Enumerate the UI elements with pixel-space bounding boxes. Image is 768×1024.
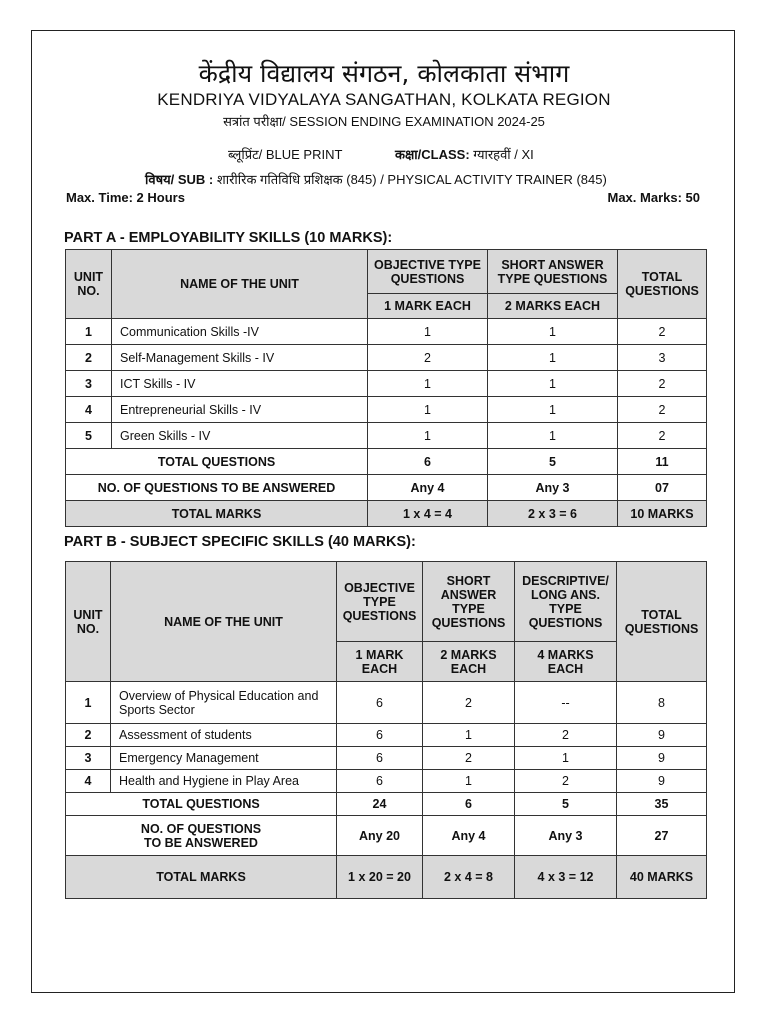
total-questions-label: TOTAL QUESTIONS: [66, 793, 337, 816]
header-short-marks: 2 MARKS EACH: [488, 294, 618, 319]
objective-count: 6: [337, 682, 423, 724]
total-count: 9: [617, 724, 707, 747]
unit-no: 3: [66, 747, 111, 770]
table-row: [66, 724, 707, 747]
table-row: [66, 770, 707, 793]
total-marks-short: 2 x 4 = 8: [423, 856, 515, 899]
header-total: TOTAL QUESTIONS: [617, 562, 707, 682]
objective-count: 1: [368, 423, 488, 449]
objective-count: 2: [368, 345, 488, 371]
unit-no: 2: [66, 724, 111, 747]
unit-name: Assessment of students: [111, 724, 337, 747]
total-all: 35: [617, 793, 707, 816]
unit-name: Green Skills - IV: [112, 423, 368, 449]
total-marks-total: 40 MARKS: [617, 856, 707, 899]
short-count: 2: [423, 682, 515, 724]
short-count: 1: [423, 724, 515, 747]
objective-count: 1: [368, 371, 488, 397]
short-count: 1: [488, 319, 618, 345]
table-row: [66, 747, 707, 770]
table-row: [66, 397, 707, 423]
total-count: 2: [618, 371, 707, 397]
part-a-title: PART A - EMPLOYABILITY SKILLS (10 MARKS):: [64, 230, 393, 246]
header-objective-marks: 1 MARK EACH: [368, 294, 488, 319]
total-short: 5: [488, 449, 618, 475]
blueprint-label: ब्लूप्रिंट/ BLUE PRINT: [228, 147, 343, 162]
total-count: 8: [617, 682, 707, 724]
class-value: ग्यारहवीं / XI: [469, 147, 534, 162]
total-marks-label: TOTAL MARKS: [66, 856, 337, 899]
total-count: 9: [617, 770, 707, 793]
unit-name: Self-Management Skills - IV: [112, 345, 368, 371]
total-questions-label: TOTAL QUESTIONS: [66, 449, 368, 475]
unit-no: 1: [66, 682, 111, 724]
total-count: 2: [618, 423, 707, 449]
short-count: 1: [488, 423, 618, 449]
header-long-marks: 4 MARKS EACH: [515, 642, 617, 682]
total-marks-row: [66, 856, 707, 899]
header-unit-no: UNIT NO.: [66, 250, 112, 319]
long-count: 1: [515, 747, 617, 770]
to-answer-row: [66, 475, 707, 501]
unit-name: Communication Skills -IV: [112, 319, 368, 345]
table-row: [66, 682, 707, 724]
total-questions-row: [66, 449, 707, 475]
table-row: [66, 319, 707, 345]
unit-no: 4: [66, 397, 112, 423]
total-marks-short: 2 x 3 = 6: [488, 501, 618, 527]
subject-line: [145, 170, 607, 188]
table-row: [66, 371, 707, 397]
part-b-title: PART B - SUBJECT SPECIFIC SKILLS (40 MARKS):: [64, 534, 416, 550]
header-short-answer: SHORT ANSWER TYPE QUESTIONS: [488, 250, 618, 294]
unit-no: 1: [66, 319, 112, 345]
exam-title: सत्रांत परीक्षा/ SESSION ENDING EXAMINATION 2024-25: [223, 114, 545, 129]
header-unit-no: UNIT NO.: [66, 562, 111, 682]
table-row: [66, 423, 707, 449]
total-short: 6: [423, 793, 515, 816]
header-long-answer: DESCRIPTIVE/ LONG ANS. TYPE QUESTIONS: [515, 562, 617, 642]
part-a-table: [65, 249, 707, 527]
to-answer-row: [66, 816, 707, 856]
to-answer-long: Any 3: [515, 816, 617, 856]
total-questions-row: [66, 793, 707, 816]
long-count: 2: [515, 770, 617, 793]
total-count: 3: [618, 345, 707, 371]
objective-count: 6: [337, 770, 423, 793]
objective-count: 1: [368, 397, 488, 423]
title-english: KENDRIYA VIDYALAYA SANGATHAN, KOLKATA REGION: [157, 90, 611, 109]
class-label: कक्षा/CLASS:: [395, 147, 470, 162]
to-answer-short: Any 3: [488, 475, 618, 501]
total-count: 2: [618, 319, 707, 345]
total-marks-objective: 1 x 4 = 4: [368, 501, 488, 527]
unit-name: Entrepreneurial Skills - IV: [112, 397, 368, 423]
to-answer-total: 27: [617, 816, 707, 856]
unit-no: 4: [66, 770, 111, 793]
header-objective: OBJECTIVE TYPE QUESTIONS: [368, 250, 488, 294]
header-short-answer: SHORT ANSWER TYPE QUESTIONS: [423, 562, 515, 642]
to-answer-short: Any 4: [423, 816, 515, 856]
total-long: 5: [515, 793, 617, 816]
unit-name: Emergency Management: [111, 747, 337, 770]
total-objective: 24: [337, 793, 423, 816]
header-unit-name: NAME OF THE UNIT: [112, 250, 368, 319]
unit-name: ICT Skills - IV: [112, 371, 368, 397]
to-answer-objective: Any 20: [337, 816, 423, 856]
header-objective: OBJECTIVE TYPE QUESTIONS: [337, 562, 423, 642]
header-objective-marks: 1 MARK EACH: [337, 642, 423, 682]
short-count: 1: [488, 371, 618, 397]
unit-no: 2: [66, 345, 112, 371]
total-objective: 6: [368, 449, 488, 475]
unit-name: Overview of Physical Education and Sports Sector: [111, 682, 337, 724]
total-all: 11: [618, 449, 707, 475]
unit-no: 5: [66, 423, 112, 449]
table-row: [66, 345, 707, 371]
unit-name: Health and Hygiene in Play Area: [111, 770, 337, 793]
header-total: TOTAL QUESTIONS: [618, 250, 707, 319]
header-unit-name: NAME OF THE UNIT: [111, 562, 337, 682]
to-answer-label: NO. OF QUESTIONS TO BE ANSWERED: [66, 475, 368, 501]
title-hindi: केंद्रीय विद्यालय संगठन, कोलकाता संभाग: [198, 59, 570, 88]
short-count: 1: [488, 397, 618, 423]
objective-count: 1: [368, 319, 488, 345]
long-count: --: [515, 682, 617, 724]
objective-count: 6: [337, 724, 423, 747]
total-marks-label: TOTAL MARKS: [66, 501, 368, 527]
subject-label: विषय/ SUB :: [145, 172, 214, 187]
total-count: 2: [618, 397, 707, 423]
to-answer-objective: Any 4: [368, 475, 488, 501]
unit-no: 3: [66, 371, 112, 397]
long-count: 2: [515, 724, 617, 747]
total-marks-row: [66, 501, 707, 527]
part-b-table: [65, 561, 707, 899]
max-marks: Max. Marks: 50: [607, 190, 700, 205]
short-count: 1: [488, 345, 618, 371]
header-short-marks: 2 MARKS EACH: [423, 642, 515, 682]
total-marks-objective: 1 x 20 = 20: [337, 856, 423, 899]
to-answer-total: 07: [618, 475, 707, 501]
short-count: 1: [423, 770, 515, 793]
max-time: Max. Time: 2 Hours: [66, 190, 185, 205]
subject-value: शारीरिक गतिविधि प्रशिक्षक (845) / PHYSICAL ACTIVITY TRAINER (845): [213, 172, 607, 187]
to-answer-label: NO. OF QUESTIONS TO BE ANSWERED: [66, 816, 337, 856]
objective-count: 6: [337, 747, 423, 770]
total-marks-long: 4 x 3 = 12: [515, 856, 617, 899]
total-marks-total: 10 MARKS: [618, 501, 707, 527]
short-count: 2: [423, 747, 515, 770]
total-count: 9: [617, 747, 707, 770]
class-line: [395, 145, 534, 163]
